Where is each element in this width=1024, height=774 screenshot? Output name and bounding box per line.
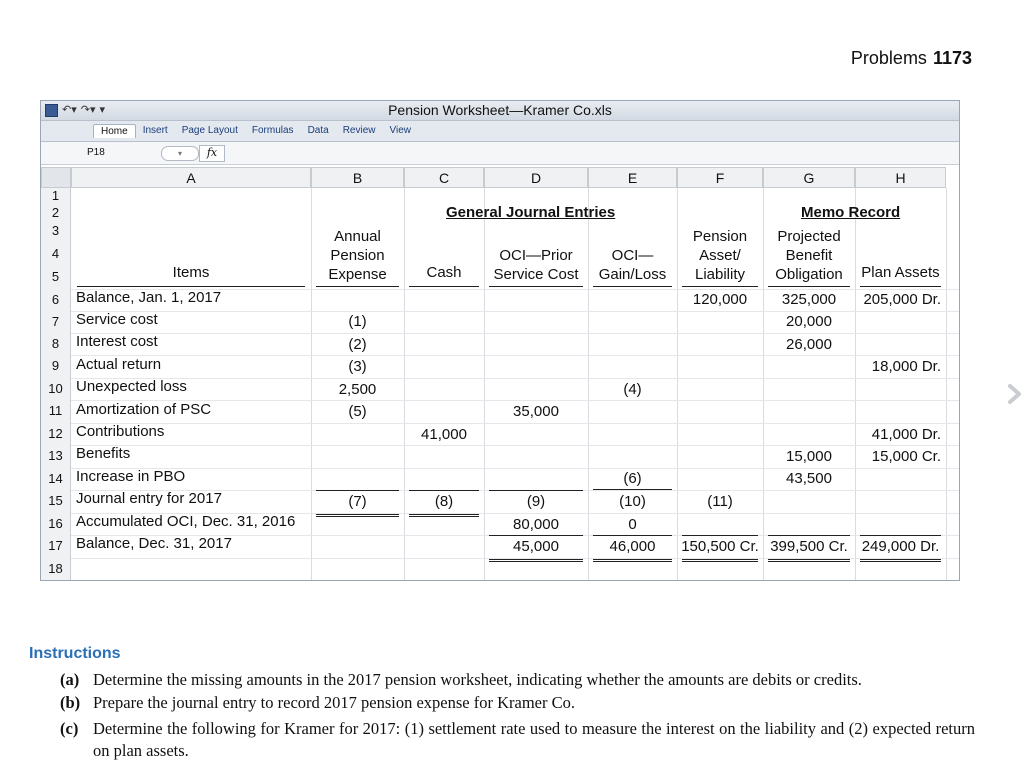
memo-record-heading: Memo Record bbox=[801, 204, 901, 221]
column-header-b[interactable]: B bbox=[311, 167, 404, 188]
cell-e[interactable]: (10) bbox=[619, 493, 646, 510]
item-cell[interactable]: Actual return bbox=[76, 356, 162, 373]
instruction-a bbox=[60, 669, 975, 691]
cell-d[interactable]: 80,000 bbox=[513, 516, 559, 533]
redo-icon[interactable]: ↷▾ bbox=[80, 104, 96, 116]
cell-h[interactable]: 18,000 Dr. bbox=[871, 358, 941, 375]
cell-d[interactable]: 45,000 bbox=[513, 538, 559, 555]
double-underline bbox=[768, 559, 850, 562]
spreadsheet-window bbox=[40, 100, 960, 581]
cell-b[interactable]: (1) bbox=[348, 313, 367, 330]
gridline bbox=[71, 333, 959, 334]
header-line: Pension bbox=[692, 228, 748, 245]
instruction-text: Determine the following for Kramer for 2017: (1) settlement rate used to measure the interest on the liability and (2) expected return on plan assets. bbox=[93, 719, 975, 760]
cell-d[interactable]: 35,000 bbox=[513, 403, 559, 420]
row-header-14[interactable]: 14 bbox=[41, 468, 71, 490]
column-header-a[interactable]: A bbox=[71, 167, 311, 188]
header-underline bbox=[409, 286, 479, 287]
gridline bbox=[71, 468, 959, 469]
cell-e[interactable]: (4) bbox=[623, 381, 642, 398]
name-box[interactable]: P18 bbox=[87, 147, 105, 158]
tab-formulas[interactable]: Formulas bbox=[251, 125, 294, 136]
cell-underline bbox=[489, 535, 583, 536]
header-line: Benefit bbox=[785, 247, 833, 264]
item-cell[interactable]: Contributions bbox=[76, 423, 165, 440]
instruction-label: (c) bbox=[60, 719, 79, 738]
header-line: Pension bbox=[330, 247, 385, 264]
oci-gain-loss-header bbox=[588, 246, 677, 284]
cell-d[interactable]: (9) bbox=[526, 493, 546, 510]
gridline bbox=[71, 355, 959, 356]
row-header-1[interactable]: 1 bbox=[41, 188, 71, 203]
header-underline bbox=[682, 286, 758, 287]
page-header bbox=[851, 48, 972, 69]
row-header-17[interactable]: 17 bbox=[41, 535, 71, 557]
row-header-3[interactable]: 3 bbox=[41, 221, 71, 240]
pbo-header bbox=[763, 227, 855, 284]
row-header-5[interactable]: 5 bbox=[41, 267, 71, 286]
header-underline bbox=[593, 286, 672, 287]
item-cell[interactable]: Amortization of PSC bbox=[76, 401, 212, 418]
header-underline bbox=[489, 286, 583, 287]
cell-g[interactable]: 20,000 bbox=[786, 313, 832, 330]
item-cell[interactable]: Benefits bbox=[76, 445, 131, 462]
tab-data[interactable]: Data bbox=[307, 125, 329, 136]
cell-e[interactable]: (6) bbox=[623, 470, 642, 487]
double-underline bbox=[489, 559, 583, 562]
annual-pension-expense-header bbox=[311, 227, 404, 284]
cell-c[interactable]: 41,000 bbox=[421, 426, 467, 443]
cell-b[interactable]: (3) bbox=[348, 358, 367, 375]
gridline bbox=[71, 423, 959, 424]
instruction-label: (b) bbox=[60, 693, 81, 712]
header-underline bbox=[860, 286, 941, 287]
name-box-dropdown-icon[interactable]: ▾ bbox=[161, 146, 199, 161]
window-title: Pension Worksheet—Kramer Co.xls bbox=[388, 102, 612, 118]
item-cell[interactable]: Journal entry for 2017 bbox=[76, 490, 222, 507]
row-header-11[interactable]: 11 bbox=[41, 400, 71, 422]
cell-underline bbox=[409, 490, 479, 491]
cell-f[interactable]: 120,000 bbox=[692, 291, 748, 308]
column-header-h[interactable]: H bbox=[855, 167, 946, 188]
cell-underline bbox=[593, 535, 672, 536]
cell-b[interactable]: (7) bbox=[348, 493, 367, 510]
cash-header: Cash bbox=[426, 264, 462, 281]
row-header-10[interactable]: 10 bbox=[41, 378, 71, 400]
gridline bbox=[71, 378, 959, 379]
gridline bbox=[946, 188, 947, 580]
header-line: OCI— bbox=[611, 247, 654, 264]
row-header-12[interactable]: 12 bbox=[41, 423, 71, 445]
item-cell[interactable]: Balance, Dec. 31, 2017 bbox=[76, 535, 232, 552]
ribbon-tabs bbox=[93, 124, 418, 138]
gridline bbox=[404, 188, 405, 580]
cell-h[interactable]: 15,000 Cr. bbox=[871, 448, 941, 465]
gridline bbox=[71, 311, 959, 312]
tab-review[interactable]: Review bbox=[342, 125, 376, 136]
row-header-16[interactable]: 16 bbox=[41, 513, 71, 535]
cell-underline bbox=[860, 535, 941, 536]
tab-insert[interactable]: Insert bbox=[142, 125, 168, 136]
instruction-c bbox=[60, 718, 975, 762]
item-cell[interactable]: Service cost bbox=[76, 311, 158, 328]
row-header-4[interactable]: 4 bbox=[41, 244, 71, 263]
formula-bar bbox=[41, 142, 959, 165]
cell-b[interactable]: (5) bbox=[348, 403, 367, 420]
general-journal-entries-heading: General Journal Entries bbox=[446, 204, 616, 221]
cell-h[interactable]: 205,000 Dr. bbox=[863, 291, 941, 308]
cell-g[interactable]: 43,500 bbox=[786, 470, 832, 487]
item-cell[interactable]: Unexpected loss bbox=[76, 378, 187, 395]
fx-icon[interactable]: fx bbox=[199, 145, 225, 162]
tab-page-layout[interactable]: Page Layout bbox=[181, 125, 238, 136]
tab-view[interactable]: View bbox=[389, 125, 411, 136]
header-line: Annual bbox=[334, 228, 381, 245]
cell-f[interactable]: 150,500 Cr. bbox=[681, 538, 759, 555]
row-header-2[interactable]: 2 bbox=[41, 204, 71, 221]
row-header-9[interactable]: 9 bbox=[41, 355, 71, 377]
cell-underline bbox=[489, 490, 583, 491]
header-line: Asset/ bbox=[699, 247, 741, 264]
cell-e[interactable]: 0 bbox=[628, 516, 637, 533]
header-line: Projected bbox=[777, 228, 841, 245]
oci-prior-service-cost-header bbox=[484, 246, 588, 284]
cell-c[interactable]: (8) bbox=[434, 493, 454, 510]
items-header: Items bbox=[172, 264, 210, 281]
problems-label: Problems bbox=[850, 48, 927, 68]
cell-g[interactable]: 399,500 Cr. bbox=[770, 538, 848, 555]
row-header-7[interactable]: 7 bbox=[41, 311, 71, 333]
header-line: OCI—Prior bbox=[499, 247, 573, 264]
header-line: Obligation bbox=[775, 266, 843, 283]
instruction-b bbox=[60, 692, 975, 714]
cell-underline bbox=[316, 490, 399, 491]
row-header-6[interactable]: 6 bbox=[41, 289, 71, 311]
double-underline bbox=[860, 559, 941, 562]
header-underline bbox=[316, 286, 399, 287]
cell-underline bbox=[593, 489, 672, 490]
undo-icon[interactable]: ↶▾ bbox=[62, 104, 77, 116]
row-header-13[interactable]: 13 bbox=[41, 445, 71, 467]
select-all-corner[interactable] bbox=[41, 167, 71, 188]
item-cell[interactable]: Accumulated OCI, Dec. 31, 2016 bbox=[76, 513, 296, 530]
header-line: Expense bbox=[328, 266, 387, 283]
double-underline bbox=[316, 514, 399, 517]
column-header-g[interactable]: G bbox=[763, 167, 855, 188]
column-header-f[interactable]: F bbox=[677, 167, 763, 188]
cell-g[interactable]: 15,000 bbox=[786, 448, 832, 465]
item-cell[interactable]: Increase in PBO bbox=[76, 468, 186, 485]
instruction-text: Determine the missing amounts in the 2017 pension worksheet, indicating whether the amounts are debits or credits. bbox=[93, 670, 862, 689]
header-underline bbox=[77, 286, 305, 287]
instruction-text: Prepare the journal entry to record 2017 pension expense for Kramer Co. bbox=[93, 693, 576, 712]
instructions-heading: Instructions bbox=[29, 645, 121, 662]
column-header-c[interactable]: C bbox=[404, 167, 484, 188]
ribbon bbox=[41, 121, 959, 142]
header-underline bbox=[768, 286, 850, 287]
row-header-15[interactable]: 15 bbox=[41, 490, 71, 512]
cell-b[interactable]: (2) bbox=[348, 336, 367, 353]
cell-underline bbox=[768, 535, 850, 536]
customize-icon[interactable]: ▾ bbox=[99, 104, 106, 116]
cell-underline bbox=[682, 535, 758, 536]
tab-home[interactable]: Home bbox=[93, 124, 136, 138]
double-underline bbox=[682, 559, 758, 562]
gridline bbox=[71, 445, 959, 446]
column-header-d[interactable]: D bbox=[484, 167, 588, 188]
row-header-18[interactable]: 18 bbox=[41, 558, 71, 580]
row-header-8[interactable]: 8 bbox=[41, 333, 71, 355]
cell-h[interactable]: 41,000 Dr. bbox=[871, 426, 941, 443]
double-underline bbox=[409, 514, 479, 517]
gridline bbox=[855, 188, 856, 580]
cell-b[interactable]: 2,500 bbox=[338, 381, 377, 398]
plan-assets-header: Plan Assets bbox=[861, 264, 940, 281]
header-line: Service Cost bbox=[493, 266, 579, 283]
chevron-right-icon[interactable] bbox=[1004, 384, 1024, 404]
cell-g[interactable]: 26,000 bbox=[786, 336, 832, 353]
header-line: Liability bbox=[694, 266, 746, 283]
cell-e[interactable]: 46,000 bbox=[609, 538, 656, 555]
cell-f[interactable]: (11) bbox=[707, 493, 733, 510]
instruction-label: (a) bbox=[60, 670, 80, 689]
item-cell[interactable]: Interest cost bbox=[76, 333, 158, 350]
item-cell[interactable]: Balance, Jan. 1, 2017 bbox=[76, 289, 222, 306]
column-header-e[interactable]: E bbox=[588, 167, 677, 188]
page-number: 1173 bbox=[932, 48, 972, 68]
double-underline bbox=[593, 559, 672, 562]
cell-h[interactable]: 249,000 Dr. bbox=[861, 538, 940, 555]
pension-asset-liability-header bbox=[677, 227, 763, 284]
title-bar bbox=[41, 101, 959, 121]
cell-g[interactable]: 325,000 bbox=[781, 291, 837, 308]
header-line: Gain/Loss bbox=[598, 266, 667, 283]
